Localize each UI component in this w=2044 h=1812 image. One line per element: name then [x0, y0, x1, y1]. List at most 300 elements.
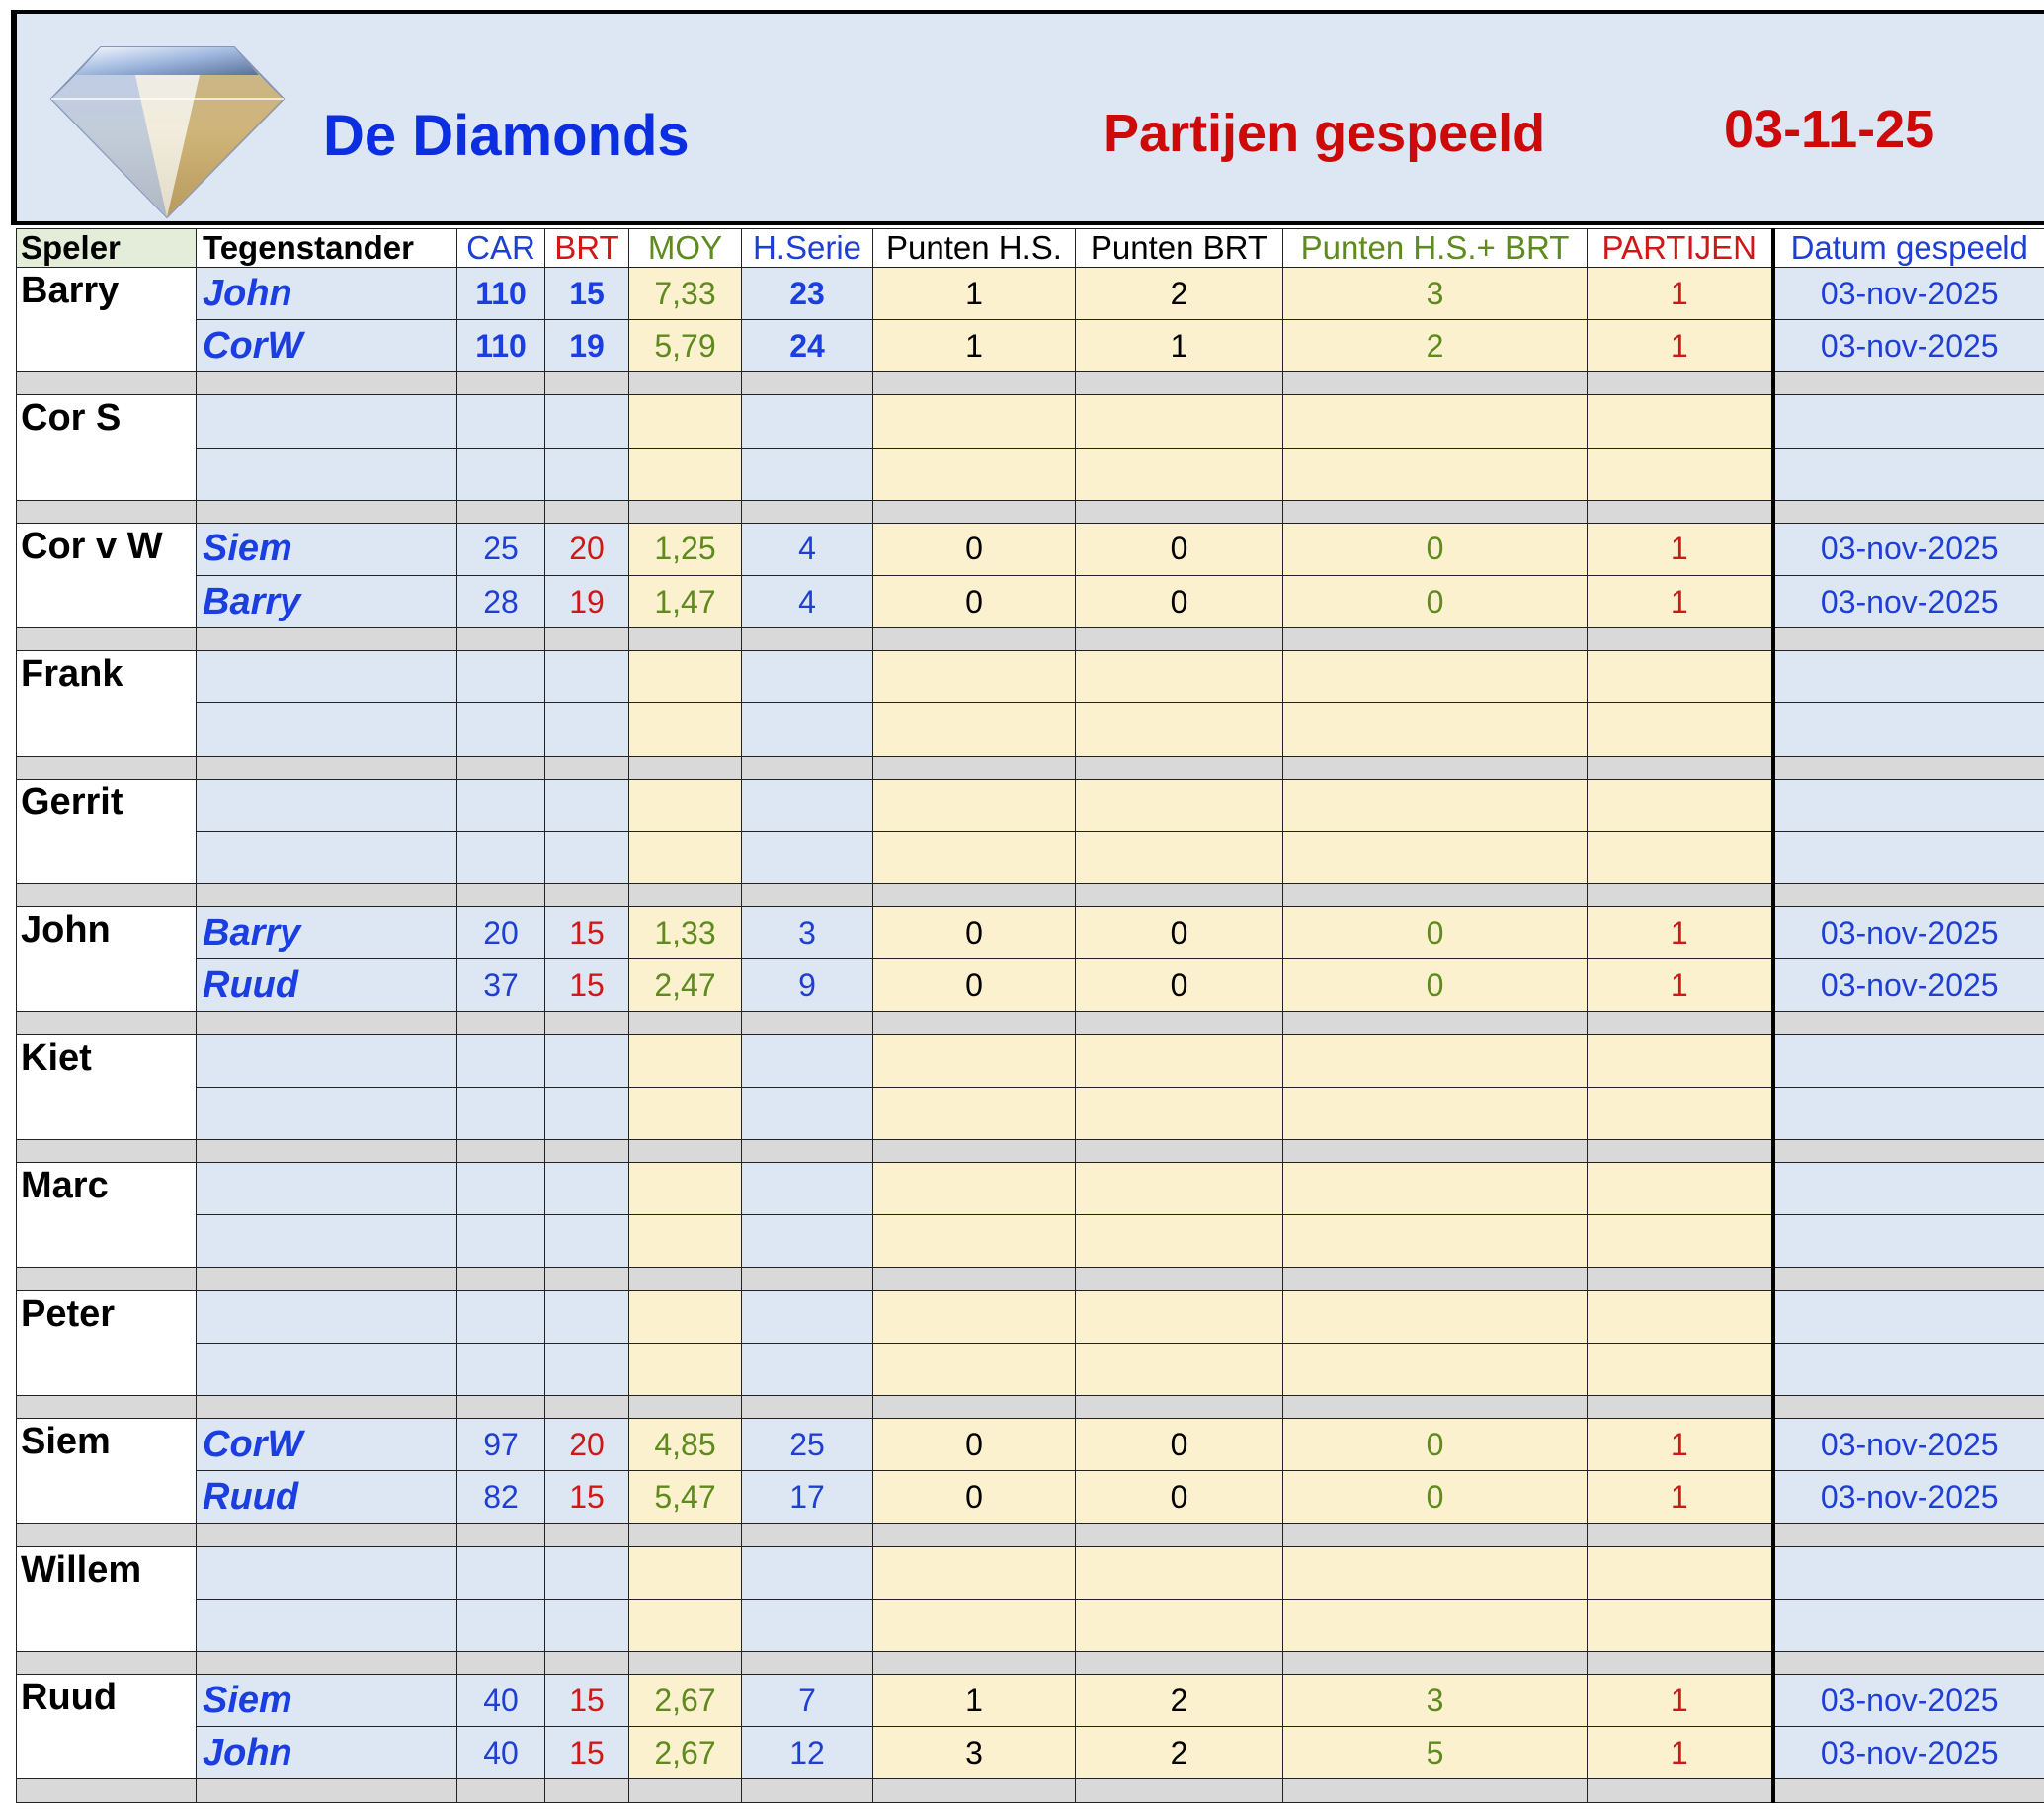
punten-brt-cell[interactable] [1076, 779, 1283, 831]
table-row [17, 1419, 2044, 1471]
brt-cell[interactable] [545, 1215, 629, 1268]
punten-brt-cell[interactable] [1076, 1546, 1283, 1599]
separator-cell [1773, 756, 2044, 779]
car-cell[interactable] [457, 1599, 545, 1651]
hserie-cell[interactable]: 24 [742, 320, 873, 372]
punten-hs-cell[interactable] [873, 1215, 1076, 1268]
opponent-cell[interactable] [197, 1163, 457, 1215]
brt-cell[interactable]: 20 [545, 1419, 629, 1471]
separator-cell [629, 1779, 742, 1803]
hserie-cell[interactable]: 23 [742, 268, 873, 320]
punten-totaal-cell[interactable]: 3 [1283, 268, 1588, 320]
punten-totaal-cell[interactable] [1283, 831, 1588, 883]
separator-cell [1588, 756, 1773, 779]
punten-brt-cell[interactable]: 0 [1076, 523, 1283, 575]
partijen-cell[interactable]: 1 [1588, 268, 1773, 320]
punten-hs-cell[interactable] [873, 1546, 1076, 1599]
punten-totaal-cell[interactable]: 5 [1283, 1727, 1588, 1779]
partijen-cell[interactable] [1588, 831, 1773, 883]
punten-brt-cell[interactable]: 2 [1076, 1675, 1283, 1727]
moy-cell[interactable]: 5,79 [629, 320, 742, 372]
opponent-cell[interactable]: Ruud [197, 1471, 457, 1524]
player-name-cell[interactable]: Ruud [17, 1675, 197, 1779]
separator-cell [629, 1139, 742, 1162]
punten-brt-cell[interactable] [1076, 1163, 1283, 1215]
brt-cell[interactable] [545, 651, 629, 703]
punten-totaal-cell[interactable] [1283, 1163, 1588, 1215]
car-cell[interactable] [457, 1163, 545, 1215]
moy-cell[interactable] [629, 1034, 742, 1087]
player-name-cell[interactable]: Gerrit [17, 779, 197, 883]
punten-totaal-cell[interactable]: 2 [1283, 320, 1588, 372]
brt-cell[interactable]: 20 [545, 523, 629, 575]
partijen-cell[interactable]: 1 [1588, 320, 1773, 372]
hserie-cell[interactable]: 4 [742, 523, 873, 575]
punten-hs-cell[interactable] [873, 1034, 1076, 1087]
datum-cell[interactable]: 03-nov-2025 [1773, 1727, 2044, 1779]
punten-brt-cell[interactable] [1076, 831, 1283, 883]
punten-hs-cell[interactable]: 0 [873, 907, 1076, 959]
datum-cell[interactable] [1773, 779, 2044, 831]
brt-cell[interactable] [545, 1290, 629, 1343]
punten-totaal-cell[interactable]: 0 [1283, 523, 1588, 575]
player-name-cell[interactable]: Marc [17, 1163, 197, 1268]
datum-cell[interactable]: 03-nov-2025 [1773, 1675, 2044, 1727]
datum-cell[interactable] [1773, 1343, 2044, 1395]
car-cell[interactable] [457, 448, 545, 500]
results-table [16, 228, 2044, 1803]
separator-cell [457, 1395, 545, 1418]
opponent-cell[interactable]: Barry [197, 907, 457, 959]
partijen-cell[interactable]: 1 [1588, 1471, 1773, 1524]
partijen-cell[interactable] [1588, 1163, 1773, 1215]
car-cell[interactable]: 25 [457, 523, 545, 575]
moy-cell[interactable] [629, 1215, 742, 1268]
separator-cell [1076, 1524, 1283, 1546]
punten-brt-cell[interactable]: 1 [1076, 320, 1283, 372]
partijen-cell[interactable]: 1 [1588, 523, 1773, 575]
punten-hs-cell[interactable]: 1 [873, 1675, 1076, 1727]
car-cell[interactable] [457, 395, 545, 448]
punten-hs-cell[interactable] [873, 779, 1076, 831]
opponent-cell[interactable] [197, 1034, 457, 1087]
col-header-speler: Speler [17, 229, 197, 268]
partijen-cell[interactable] [1588, 779, 1773, 831]
punten-brt-cell[interactable]: 2 [1076, 268, 1283, 320]
partijen-cell[interactable]: 1 [1588, 1727, 1773, 1779]
hserie-cell[interactable] [742, 779, 873, 831]
col-header-tegenstander: Tegenstander [197, 229, 457, 268]
separator-cell [1076, 1651, 1283, 1674]
car-cell[interactable]: 82 [457, 1471, 545, 1524]
datum-cell[interactable] [1773, 703, 2044, 756]
punten-hs-cell[interactable] [873, 1163, 1076, 1215]
moy-cell[interactable] [629, 1163, 742, 1215]
punten-brt-cell[interactable] [1076, 448, 1283, 500]
hserie-cell[interactable] [742, 1546, 873, 1599]
table-row [17, 395, 2044, 448]
punten-brt-cell[interactable]: 0 [1076, 1419, 1283, 1471]
punten-hs-cell[interactable]: 1 [873, 268, 1076, 320]
punten-hs-cell[interactable]: 3 [873, 1727, 1076, 1779]
player-name-cell[interactable]: Siem [17, 1419, 197, 1524]
hserie-cell[interactable] [742, 1087, 873, 1139]
datum-cell[interactable] [1773, 831, 2044, 883]
brt-cell[interactable]: 19 [545, 320, 629, 372]
datum-cell[interactable]: 03-nov-2025 [1773, 268, 2044, 320]
partijen-cell[interactable] [1588, 1290, 1773, 1343]
datum-cell[interactable]: 03-nov-2025 [1773, 523, 2044, 575]
hserie-cell[interactable] [742, 1163, 873, 1215]
brt-cell[interactable] [545, 1163, 629, 1215]
opponent-cell[interactable] [197, 651, 457, 703]
opponent-cell[interactable]: Ruud [197, 959, 457, 1012]
separator-cell [742, 1012, 873, 1034]
car-cell[interactable] [457, 1034, 545, 1087]
punten-brt-cell[interactable]: 0 [1076, 907, 1283, 959]
punten-brt-cell[interactable] [1076, 1087, 1283, 1139]
brt-cell[interactable] [545, 1087, 629, 1139]
brt-cell[interactable] [545, 448, 629, 500]
datum-cell[interactable] [1773, 1034, 2044, 1087]
moy-cell[interactable] [629, 831, 742, 883]
brt-cell[interactable]: 15 [545, 959, 629, 1012]
opponent-cell[interactable]: John [197, 1727, 457, 1779]
separator-cell [742, 372, 873, 395]
hserie-cell[interactable] [742, 1215, 873, 1268]
separator-cell [457, 884, 545, 907]
opponent-cell[interactable]: CorW [197, 1419, 457, 1471]
moy-cell[interactable]: 1,33 [629, 907, 742, 959]
brt-cell[interactable] [545, 395, 629, 448]
separator-cell [197, 1395, 457, 1418]
opponent-cell[interactable] [197, 1546, 457, 1599]
punten-totaal-cell[interactable] [1283, 1034, 1588, 1087]
player-name-cell[interactable]: Willem [17, 1546, 197, 1651]
moy-cell[interactable] [629, 651, 742, 703]
player-name-cell[interactable]: Frank [17, 651, 197, 756]
hserie-cell[interactable]: 4 [742, 576, 873, 628]
table-row [17, 523, 2044, 575]
datum-cell[interactable] [1773, 1599, 2044, 1651]
separator-cell [545, 756, 629, 779]
separator-cell [197, 500, 457, 523]
separator-cell [873, 628, 1076, 651]
punten-hs-cell[interactable]: 0 [873, 523, 1076, 575]
punten-totaal-cell[interactable] [1283, 1215, 1588, 1268]
opponent-cell[interactable] [197, 1290, 457, 1343]
car-cell[interactable] [457, 1343, 545, 1395]
separator-cell [1773, 1651, 2044, 1674]
separator-cell [1076, 1012, 1283, 1034]
hserie-cell[interactable] [742, 1290, 873, 1343]
punten-brt-cell[interactable] [1076, 651, 1283, 703]
player-name-cell[interactable]: Kiet [17, 1034, 197, 1139]
player-name-cell[interactable]: Cor v W [17, 523, 197, 627]
separator-cell [545, 1012, 629, 1034]
punten-brt-cell[interactable]: 0 [1076, 1471, 1283, 1524]
car-cell[interactable] [457, 1215, 545, 1268]
partijen-cell[interactable]: 1 [1588, 959, 1773, 1012]
partijen-cell[interactable]: 1 [1588, 1419, 1773, 1471]
separator-cell [629, 500, 742, 523]
moy-cell[interactable] [629, 779, 742, 831]
separator-cell [197, 756, 457, 779]
opponent-cell[interactable] [197, 1599, 457, 1651]
car-cell[interactable] [457, 651, 545, 703]
partijen-cell[interactable]: 1 [1588, 1675, 1773, 1727]
punten-totaal-cell[interactable] [1283, 395, 1588, 448]
separator-cell [1588, 1524, 1773, 1546]
player-name-cell[interactable]: Barry [17, 268, 197, 372]
hserie-cell[interactable]: 9 [742, 959, 873, 1012]
player-name-cell[interactable]: Peter [17, 1290, 197, 1395]
opponent-cell[interactable] [197, 779, 457, 831]
moy-cell[interactable]: 1,25 [629, 523, 742, 575]
punten-totaal-cell[interactable]: 3 [1283, 1675, 1588, 1727]
punten-brt-cell[interactable] [1076, 703, 1283, 756]
separator-cell [1588, 1395, 1773, 1418]
partijen-cell[interactable] [1588, 703, 1773, 756]
moy-cell[interactable] [629, 448, 742, 500]
hserie-cell[interactable] [742, 395, 873, 448]
car-cell[interactable]: 37 [457, 959, 545, 1012]
punten-totaal-cell[interactable] [1283, 1290, 1588, 1343]
punten-totaal-cell[interactable]: 0 [1283, 1419, 1588, 1471]
punten-brt-cell[interactable]: 0 [1076, 576, 1283, 628]
hserie-cell[interactable]: 7 [742, 1675, 873, 1727]
car-cell[interactable] [457, 1087, 545, 1139]
car-cell[interactable]: 28 [457, 576, 545, 628]
separator-cell [1773, 884, 2044, 907]
separator-cell [873, 1524, 1076, 1546]
brt-cell[interactable] [545, 703, 629, 756]
moy-cell[interactable] [629, 703, 742, 756]
punten-totaal-cell[interactable] [1283, 448, 1588, 500]
moy-cell[interactable]: 7,33 [629, 268, 742, 320]
punten-totaal-cell[interactable] [1283, 703, 1588, 756]
separator-cell [1283, 756, 1588, 779]
partijen-cell[interactable] [1588, 1034, 1773, 1087]
datum-cell[interactable]: 03-nov-2025 [1773, 1471, 2044, 1524]
hserie-cell[interactable] [742, 1343, 873, 1395]
hserie-cell[interactable] [742, 651, 873, 703]
moy-cell[interactable]: 2,47 [629, 959, 742, 1012]
datum-cell[interactable]: 03-nov-2025 [1773, 959, 2044, 1012]
car-cell[interactable]: 110 [457, 268, 545, 320]
opponent-cell[interactable] [197, 395, 457, 448]
punten-hs-cell[interactable]: 1 [873, 320, 1076, 372]
punten-hs-cell[interactable] [873, 395, 1076, 448]
punten-brt-cell[interactable] [1076, 1343, 1283, 1395]
hserie-cell[interactable] [742, 448, 873, 500]
opponent-cell[interactable] [197, 448, 457, 500]
car-cell[interactable]: 110 [457, 320, 545, 372]
partijen-cell[interactable] [1588, 448, 1773, 500]
punten-brt-cell[interactable] [1076, 395, 1283, 448]
punten-hs-cell[interactable] [873, 831, 1076, 883]
separator-cell [742, 756, 873, 779]
hserie-cell[interactable]: 25 [742, 1419, 873, 1471]
hserie-cell[interactable] [742, 831, 873, 883]
opponent-cell[interactable]: CorW [197, 320, 457, 372]
datum-cell[interactable]: 03-nov-2025 [1773, 576, 2044, 628]
datum-cell[interactable]: 03-nov-2025 [1773, 320, 2044, 372]
punten-brt-cell[interactable] [1076, 1290, 1283, 1343]
separator-cell [1076, 1779, 1283, 1803]
punten-totaal-cell[interactable]: 0 [1283, 1471, 1588, 1524]
car-cell[interactable] [457, 1546, 545, 1599]
separator-row [17, 1395, 2044, 1418]
moy-cell[interactable]: 2,67 [629, 1727, 742, 1779]
hserie-cell[interactable] [742, 703, 873, 756]
opponent-cell[interactable]: Siem [197, 1675, 457, 1727]
punten-brt-cell[interactable] [1076, 1034, 1283, 1087]
opponent-cell[interactable]: Siem [197, 523, 457, 575]
datum-cell[interactable] [1773, 1087, 2044, 1139]
partijen-cell[interactable] [1588, 1215, 1773, 1268]
punten-totaal-cell[interactable]: 0 [1283, 907, 1588, 959]
separator-cell [17, 1139, 197, 1162]
datum-cell[interactable] [1773, 395, 2044, 448]
partijen-cell[interactable]: 1 [1588, 907, 1773, 959]
table-row [17, 1215, 2044, 1268]
partijen-cell[interactable]: 1 [1588, 576, 1773, 628]
punten-totaal-cell[interactable]: 0 [1283, 959, 1588, 1012]
punten-totaal-cell[interactable] [1283, 1599, 1588, 1651]
punten-totaal-cell[interactable] [1283, 651, 1588, 703]
opponent-cell[interactable] [197, 703, 457, 756]
table-row [17, 1675, 2044, 1727]
moy-cell[interactable] [629, 1599, 742, 1651]
punten-totaal-cell[interactable] [1283, 1343, 1588, 1395]
brt-cell[interactable] [545, 1546, 629, 1599]
datum-cell[interactable] [1773, 1546, 2044, 1599]
punten-totaal-cell[interactable] [1283, 1087, 1588, 1139]
opponent-cell[interactable]: John [197, 268, 457, 320]
punten-brt-cell[interactable]: 0 [1076, 959, 1283, 1012]
moy-cell[interactable]: 2,67 [629, 1675, 742, 1727]
opponent-cell[interactable] [197, 1343, 457, 1395]
punten-hs-cell[interactable] [873, 651, 1076, 703]
punten-totaal-cell[interactable] [1283, 779, 1588, 831]
separator-cell [1773, 1395, 2044, 1418]
punten-hs-cell[interactable] [873, 1087, 1076, 1139]
punten-hs-cell[interactable]: 0 [873, 1419, 1076, 1471]
datum-cell[interactable] [1773, 651, 2044, 703]
moy-cell[interactable]: 1,47 [629, 576, 742, 628]
brt-cell[interactable] [545, 1599, 629, 1651]
car-cell[interactable] [457, 703, 545, 756]
opponent-cell[interactable] [197, 1087, 457, 1139]
moy-cell[interactable] [629, 1343, 742, 1395]
datum-cell[interactable] [1773, 448, 2044, 500]
hserie-cell[interactable] [742, 1034, 873, 1087]
brt-cell[interactable]: 19 [545, 576, 629, 628]
brt-cell[interactable]: 15 [545, 1727, 629, 1779]
car-cell[interactable] [457, 831, 545, 883]
opponent-cell[interactable] [197, 831, 457, 883]
separator-cell [1588, 1012, 1773, 1034]
punten-hs-cell[interactable] [873, 448, 1076, 500]
partijen-cell[interactable] [1588, 1343, 1773, 1395]
opponent-cell[interactable]: Barry [197, 576, 457, 628]
separator-cell [742, 1524, 873, 1546]
separator-cell [17, 1779, 197, 1803]
punten-hs-cell[interactable]: 0 [873, 1471, 1076, 1524]
brt-cell[interactable] [545, 1034, 629, 1087]
punten-hs-cell[interactable]: 0 [873, 959, 1076, 1012]
brt-cell[interactable]: 15 [545, 1675, 629, 1727]
separator-cell [457, 628, 545, 651]
car-cell[interactable]: 20 [457, 907, 545, 959]
separator-cell [17, 1524, 197, 1546]
punten-hs-cell[interactable]: 0 [873, 576, 1076, 628]
partijen-cell[interactable] [1588, 1599, 1773, 1651]
moy-cell[interactable]: 4,85 [629, 1419, 742, 1471]
separator-cell [1588, 1651, 1773, 1674]
punten-hs-cell[interactable] [873, 703, 1076, 756]
punten-totaal-cell[interactable] [1283, 1546, 1588, 1599]
car-cell[interactable]: 40 [457, 1675, 545, 1727]
brt-cell[interactable] [545, 831, 629, 883]
datum-cell[interactable] [1773, 1163, 2044, 1215]
separator-cell [1283, 1395, 1588, 1418]
hserie-cell[interactable]: 17 [742, 1471, 873, 1524]
punten-hs-cell[interactable] [873, 1290, 1076, 1343]
moy-cell[interactable] [629, 395, 742, 448]
brt-cell[interactable] [545, 779, 629, 831]
punten-brt-cell[interactable] [1076, 1215, 1283, 1268]
datum-cell[interactable]: 03-nov-2025 [1773, 907, 2044, 959]
player-name-cell[interactable]: Cor S [17, 395, 197, 500]
moy-cell[interactable] [629, 1087, 742, 1139]
punten-hs-cell[interactable] [873, 1343, 1076, 1395]
punten-totaal-cell[interactable]: 0 [1283, 576, 1588, 628]
separator-cell [17, 500, 197, 523]
brt-cell[interactable]: 15 [545, 268, 629, 320]
brt-cell[interactable]: 15 [545, 1471, 629, 1524]
partijen-cell[interactable] [1588, 395, 1773, 448]
datum-cell[interactable]: 03-nov-2025 [1773, 1419, 2044, 1471]
separator-cell [1588, 628, 1773, 651]
player-name-cell[interactable]: John [17, 907, 197, 1012]
punten-hs-cell[interactable] [873, 1599, 1076, 1651]
car-cell[interactable]: 97 [457, 1419, 545, 1471]
hserie-cell[interactable]: 3 [742, 907, 873, 959]
datum-cell[interactable] [1773, 1290, 2044, 1343]
partijen-cell[interactable] [1588, 1546, 1773, 1599]
separator-cell [1283, 1268, 1588, 1290]
hserie-cell[interactable] [742, 1599, 873, 1651]
datum-cell[interactable] [1773, 1215, 2044, 1268]
opponent-cell[interactable] [197, 1215, 457, 1268]
brt-cell[interactable]: 15 [545, 907, 629, 959]
separator-cell [197, 1012, 457, 1034]
hserie-cell[interactable]: 12 [742, 1727, 873, 1779]
car-cell[interactable] [457, 779, 545, 831]
car-cell[interactable]: 40 [457, 1727, 545, 1779]
punten-brt-cell[interactable] [1076, 1599, 1283, 1651]
partijen-cell[interactable] [1588, 1087, 1773, 1139]
partijen-cell[interactable] [1588, 651, 1773, 703]
moy-cell[interactable]: 5,47 [629, 1471, 742, 1524]
punten-brt-cell[interactable]: 2 [1076, 1727, 1283, 1779]
car-cell[interactable] [457, 1290, 545, 1343]
brt-cell[interactable] [545, 1343, 629, 1395]
moy-cell[interactable] [629, 1290, 742, 1343]
moy-cell[interactable] [629, 1546, 742, 1599]
